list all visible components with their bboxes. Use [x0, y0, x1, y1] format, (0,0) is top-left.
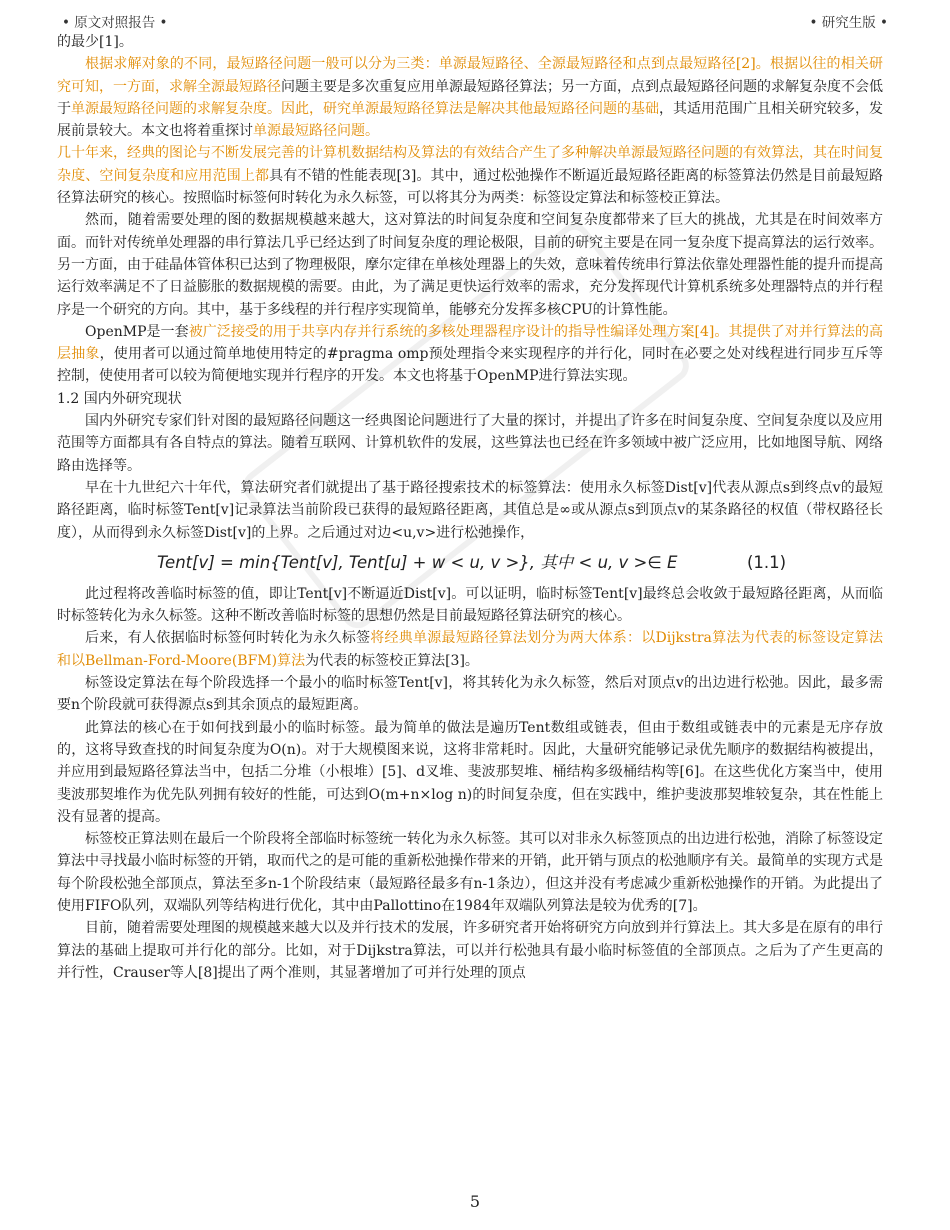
paragraph: 此算法的核心在于如何找到最小的临时标签。最为简单的做法是遍历Tent数组或链表，但由于数组或链表中的元素是无序存放的，这将导致查找的时间复杂度为O(n)。对于大规模图来说，这将非常耗时。因此，大量研究能够记录优先顺序的数据结构被提出，并应用到最短路径算法当中，包括二分堆（小根堆）[5]、d叉堆、斐波那契堆、桶结构多级桶结构等[6]。在这些优化方案当中，使用斐波那契堆作为优先队列拥有较好的性能，可达到O(m+n×log n)的时间复杂度，但在实践中，维护斐波那契堆较复杂，其在性能上没有显著的提高。: [57, 719, 883, 825]
paragraph: 然而，随着需要处理的图的数据规模越来越大，这对算法的时间复杂度和空间复杂度都带来了巨大的挑战，尤其是在时间效率方面。而针对传统单处理器的串行算法几乎已经达到了时间复杂度的理论极限，目前的研究主要是在同一复杂度下提高算法的运行效率。另一方面，由于硅晶体管体积已达到了物理极限，摩尔定律在单核处理器上的失效，意味着传统串行算法依靠处理器性能的提升而提高运行效率满足不了日益膨胀的数据规模的需要。由此，为了满足更快运行效率的需求，充分发挥现代计算机系统多处理器特点的并行程序是一个研究的方向。其中，基于多线程的并行程序实现简单，能够充分发挥多核CPU的计算性能。: [57, 212, 883, 318]
edition-label: • 研究生版 •: [809, 15, 888, 31]
paragraph: 标签校正算法则在最后一个阶段将全部临时标签统一转化为永久标签。其可以对非永久标签顶点的出边进行松弛，消除了标签设定算法中寻找最小临时标签的开销，取而代之的是可能的重新松弛操作带来的开销，此开销与顶点的松弛顺序有关。最简单的实现方式是每个阶段松弛全部顶点，算法至多n-1个阶段结束（最短路径最多有n-1条边），但这并没有考虑减少重新松弛操作的开销。为此提出了使用FIFO队列，双端队列等结构进行优化，其中由Pallottino在1984年双端队列算法是较为优秀的[7]。: [57, 831, 883, 914]
highlighted-text: 单源最短路径问题的求解复杂度。因此，研究单源最短路径算法是解决其他最短路径问题的基础: [71, 100, 659, 117]
paragraph: 后来，有人依据临时标签何时转化为永久标签将经典单源最短路径算法划分为两大体系：以Dijkstra算法为代表的标签设定算法和以Bellman-Ford-Moore(BFM)算法为代表的标签校正算法[3]。: [57, 630, 884, 669]
document-body: [57, 31, 883, 984]
equation-expression: Tent[v] = min{Tent[v], Tent[u] + w < u, v >}, 其中 < u, v >∈ E: [157, 552, 678, 572]
highlighted-text: 单源最短路径问题。: [253, 123, 379, 140]
paragraph: 标签设定算法在每个阶段选择一个最小的临时标签Tent[v]，将其转化为永久标签，然后对顶点v的出边进行松弛。因此，最多需要n个阶段就可获得源点s到其余顶点的最短距离。: [57, 675, 883, 714]
report-label: • 原文对照报告 •: [62, 15, 168, 31]
page-number: 5: [469, 1192, 481, 1211]
paragraph: 目前，随着需要处理图的规模越来越大以及并行技术的发展，许多研究者开始将研究方向放到并行算法上。其大多是在原有的串行算法的基础上提取可并行化的部分。比如，对于Dijkstra算法，可以并行松弛具有最小临时标签值的全部顶点。之后为了产生更高的并行性，Crauser等人[8]提出了两个准则，其显著增加了可并行处理的顶点: [57, 920, 883, 981]
paragraph: 此过程将改善临时标签的值，即让Tent[v]不断逼近Dist[v]。可以证明，临时标签Tent[v]最终总会收敛于最短路径距离，从而临时标签转化为永久标签。这种不断改善临时标签的思想仍然是目前最短路径算法研究的核心。: [57, 585, 883, 625]
highlighted-text: 将经典单源最短路径算法划分为两大体系：以Dijkstra算法为代表的标签设定算法和以Bellman-Ford-Moore(BFM)算法: [57, 630, 884, 669]
paragraph: 早在十九世纪六十年代，算法研究者们就提出了基于路径搜索技术的标签算法：使用永久标签Dist[v]代表从源点s到终点v的最短路径距离，临时标签Tent[v]记录算法当前阶段已获得的最短路径距离，其值总是∞或从源点s到顶点v的某条路径的权值（带权路径长度），从而得到永久标签Dist[v]的上界。之后通过对边<u,v>进行松弛操作，: [57, 479, 883, 541]
equation: [57, 546, 883, 582]
equation-number: (1.1): [747, 552, 787, 572]
paragraph: 根据求解对象的不同，最短路径问题一般可以分为三类：单源最短路径、全源最短路径和点到点最短路径[2]。根据以往的相关研究可知，一方面，求解全源最短路径问题主要是多次重复应用单源最短路径算法；另一方面，点到点最短路径问题的求解复杂度不会低于单源最短路径问题的求解复杂度。因此，研究单源最短路径算法是解决其他最短路径问题的基础，其适用范围广且相关研究较多，发展前景较大。本文也将着重探讨单源最短路径问题。: [57, 56, 883, 140]
highlighted-text: 几十年来，经典的图论与不断发展完善的计算机数据结构及算法的有效结合产生了多种解决单源最短路径问题的有效算法，其在时间复杂度、空间复杂度和应用范围上都: [57, 145, 883, 184]
highlighted-text: 根据求解对象的不同，最短路径问题一般可以分为三类：单源最短路径、全源最短路径和点到点最短路径[2]。根据以往的相关研究可知，一方面，求解全源最短路径: [57, 56, 883, 95]
paragraph: 的最少[1]。: [57, 34, 133, 50]
paragraph: OpenMP是一套被广泛接受的用于共享内存并行系统的多核处理器程序设计的指导性编译处理方案[4]。其提供了对并行算法的高层抽象，使用者可以通过简单地使用特定的#pragma omp预处理指令来实现程序的并行化，同时在必要之处对线程进行同步互斥等控制，使使用者可以较为简便地实现并行程序的开发。本文也将基于OpenMP进行算法实现。: [57, 323, 883, 385]
section-heading: 1.2 国内外研究现状: [57, 390, 182, 407]
paragraph: 国内外研究专家们针对图的最短路径问题这一经典图论问题进行了大量的探讨，并提出了许多在时间复杂度、空间复杂度以及应用范围等方面都具有各自特点的算法。随着互联网、计算机软件的发展，这些算法也已经在许多领域中被广泛应用，比如地图导航、网络路由选择等。: [57, 413, 883, 474]
paragraph: 几十年来，经典的图论与不断发展完善的计算机数据结构及算法的有效结合产生了多种解决单源最短路径问题的有效算法，其在时间复杂度、空间复杂度和应用范围上都具有不错的性能表现[3]。其中，通过松弛操作不断逼近最短路径距离的标签算法仍然是目前最短路径算法研究的核心。按照临时标签何时转化为永久标签，可以将其分为两类：标签设定算法和标签校正算法。: [57, 145, 883, 207]
highlighted-text: 被广泛接受的用于共享内存并行系统的多核处理器程序设计的指导性编译处理方案[4]。其提供了对并行算法的高层抽象: [57, 323, 883, 363]
